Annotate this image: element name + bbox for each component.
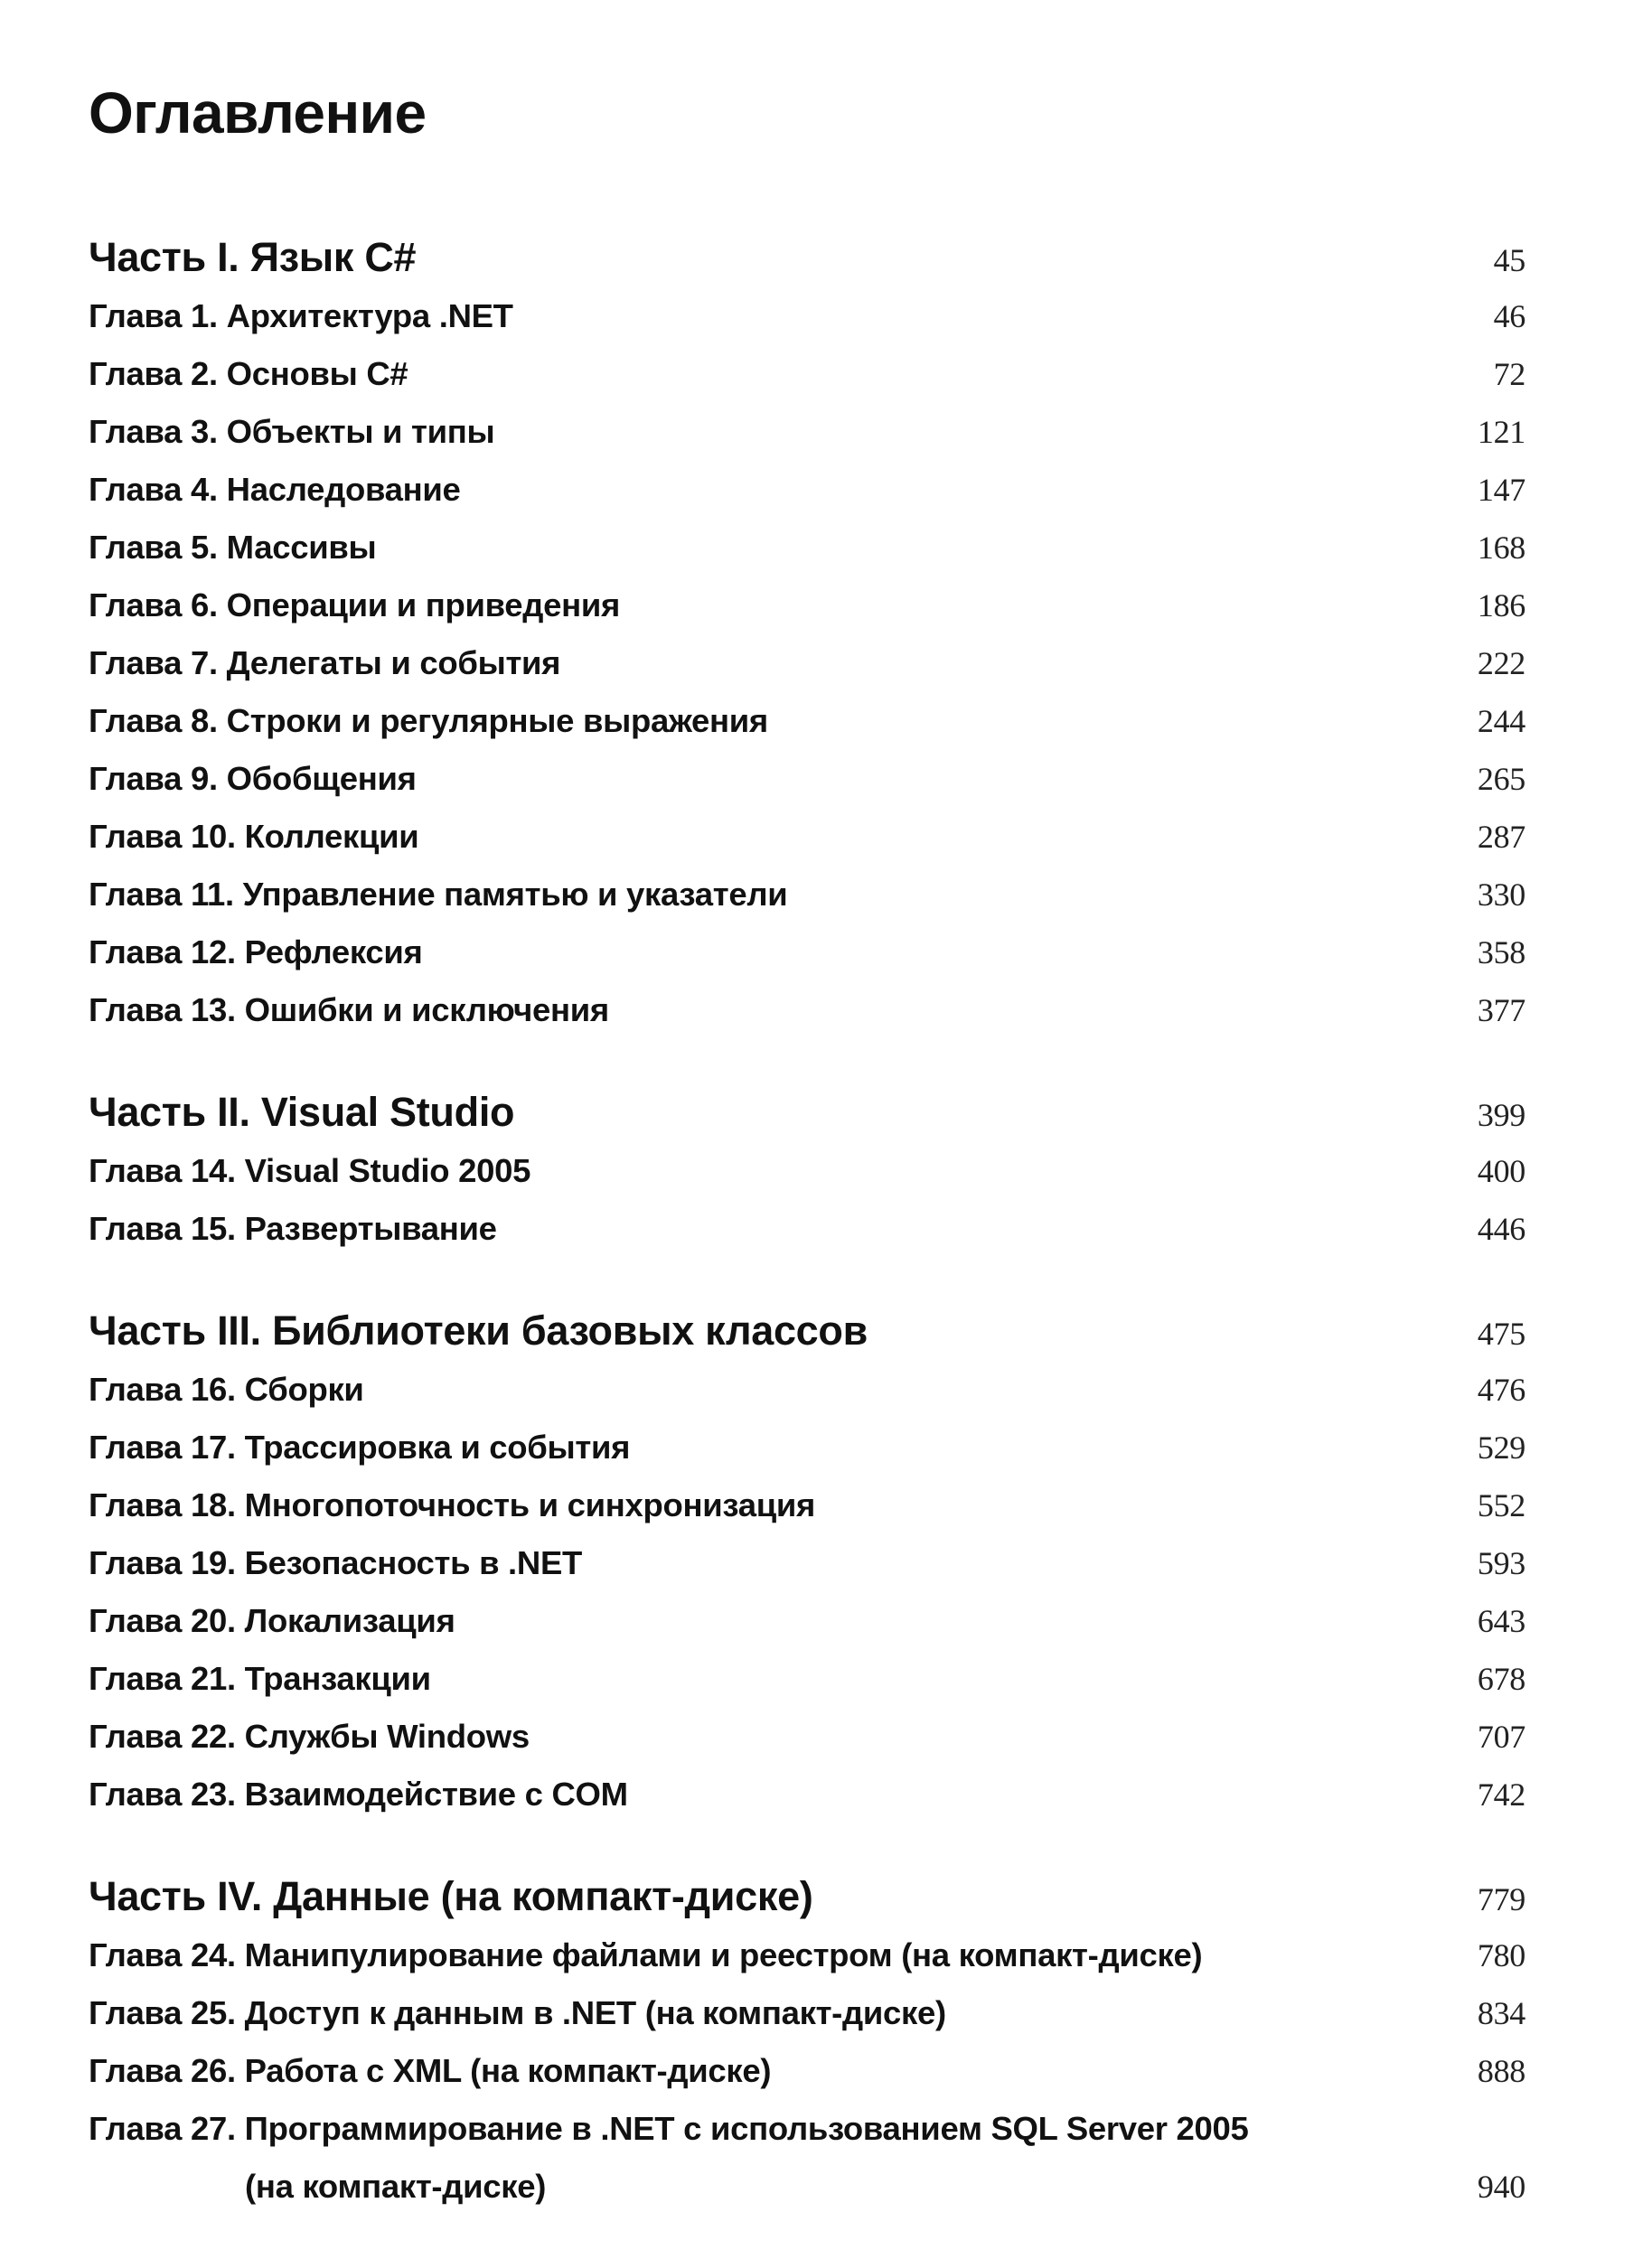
page-number: 552 xyxy=(1477,1487,1525,1523)
part-title: Часть I. Язык C# xyxy=(89,234,417,280)
chapter-entry xyxy=(89,808,1525,866)
chapter-title: Глава 20. Локализация xyxy=(89,1602,455,1639)
part-entry xyxy=(89,1867,1525,1926)
part-section xyxy=(89,1083,1525,1258)
page-number: 834 xyxy=(1477,1995,1525,2031)
chapter-title: Глава 19. Безопасность в .NET xyxy=(89,1544,582,1581)
chapter-title: Глава 26. Работа с XML (на компакт-диске) xyxy=(89,2052,772,2089)
chapter-title: Глава 11. Управление памятью и указатели xyxy=(89,876,788,913)
chapter-title: Глава 21. Транзакции xyxy=(89,1660,431,1697)
page-number: 446 xyxy=(1477,1211,1525,1247)
page-number: 147 xyxy=(1477,472,1525,508)
chapter-title: Глава 8. Строки и регулярные выражения xyxy=(89,702,768,739)
page-number: 244 xyxy=(1477,703,1525,739)
page-number: 707 xyxy=(1477,1719,1525,1755)
page-number: 529 xyxy=(1477,1429,1525,1466)
page-number: 678 xyxy=(1477,1661,1525,1697)
page-number: 779 xyxy=(1477,1881,1525,1917)
chapter-title: Глава 15. Развертывание xyxy=(89,1210,497,1247)
chapter-entry xyxy=(89,1361,1525,1419)
chapter-title: Глава 5. Массивы xyxy=(89,529,377,566)
page-number: 121 xyxy=(1477,414,1525,450)
chapter-title: Глава 24. Манипулирование файлами и реестром (на компакт-диске) xyxy=(89,1936,1203,1973)
part-entry xyxy=(89,1083,1525,1142)
chapter-title: Глава 17. Трассировка и события xyxy=(89,1429,631,1466)
page-title: Оглавление xyxy=(89,80,427,145)
page-number: 330 xyxy=(1477,876,1525,913)
toc-page xyxy=(89,72,1525,2259)
page-number: 45 xyxy=(1493,242,1525,278)
page-number: 72 xyxy=(1493,356,1525,392)
chapter-entry xyxy=(89,634,1525,692)
chapter-title: Глава 18. Многопоточность и синхронизация xyxy=(89,1486,815,1523)
chapter-title: Глава 25. Доступ к данным в .NET (на компакт-диске) xyxy=(89,1994,946,2031)
page-number: 377 xyxy=(1477,992,1525,1028)
chapter-entry xyxy=(89,1708,1525,1766)
chapter-entry xyxy=(89,519,1525,576)
page-number: 780 xyxy=(1477,1937,1525,1973)
chapter-title: Глава 2. Основы C# xyxy=(89,355,408,392)
page-number: 358 xyxy=(1477,934,1525,970)
chapter-entry xyxy=(89,403,1525,461)
chapter-entry xyxy=(89,2042,1525,2100)
chapter-entry xyxy=(89,1592,1525,1650)
chapter-title: Глава 9. Обобщения xyxy=(89,760,417,797)
chapter-entry xyxy=(89,1142,1525,1200)
chapter-entry xyxy=(89,750,1525,808)
chapter-entry xyxy=(89,1534,1525,1592)
chapter-entry xyxy=(89,866,1525,923)
page-number: 400 xyxy=(1477,1153,1525,1189)
chapter-entry xyxy=(89,981,1525,1039)
chapter-entry xyxy=(89,2100,1525,2216)
page-number: 287 xyxy=(1477,819,1525,855)
page-number: 46 xyxy=(1493,298,1525,334)
page-number: 643 xyxy=(1477,1603,1525,1639)
part-section xyxy=(89,1301,1525,1823)
part-entry xyxy=(89,228,1525,287)
page-number: 593 xyxy=(1477,1545,1525,1581)
part-title: Часть IV. Данные (на компакт-диске) xyxy=(89,1873,813,1919)
page-number: 222 xyxy=(1477,645,1525,681)
page-number: 399 xyxy=(1477,1097,1525,1133)
page-number: 888 xyxy=(1477,2053,1525,2089)
page-number: 168 xyxy=(1477,530,1525,566)
page-number: 476 xyxy=(1477,1372,1525,1408)
chapter-title: Глава 6. Операции и приведения xyxy=(89,586,620,623)
chapter-entry xyxy=(89,923,1525,981)
chapter-entry xyxy=(89,1419,1525,1476)
part-section xyxy=(89,1867,1525,2216)
part-title: Часть III. Библиотеки базовых классов xyxy=(89,1308,868,1354)
chapter-title: Глава 1. Архитектура .NET xyxy=(89,297,513,334)
chapter-title: Глава 7. Делегаты и события xyxy=(89,644,561,681)
chapter-entry xyxy=(89,1766,1525,1823)
chapter-title-continuation: (на компакт-диске) xyxy=(245,2168,547,2205)
part-title: Часть II. Visual Studio xyxy=(89,1089,515,1135)
chapter-title: Глава 3. Объекты и типы xyxy=(89,413,495,450)
chapter-title: Глава 14. Visual Studio 2005 xyxy=(89,1152,531,1189)
chapter-title: Глава 10. Коллекции xyxy=(89,818,419,855)
chapter-entry xyxy=(89,461,1525,519)
page-number: 265 xyxy=(1477,761,1525,797)
chapter-entry xyxy=(89,1476,1525,1534)
chapter-entry xyxy=(89,345,1525,403)
chapter-entry xyxy=(89,692,1525,750)
page-number: 940 xyxy=(1477,2169,1525,2205)
chapter-title: Глава 12. Рефлексия xyxy=(89,933,423,970)
chapter-entry xyxy=(89,1200,1525,1258)
chapter-title: Глава 13. Ошибки и исключения xyxy=(89,991,609,1028)
chapter-entry xyxy=(89,1984,1525,2042)
part-entry xyxy=(89,1301,1525,1361)
chapter-entry xyxy=(89,576,1525,634)
chapter-entry xyxy=(89,1926,1525,1984)
chapter-entry xyxy=(89,1650,1525,1708)
page-number: 186 xyxy=(1477,587,1525,623)
chapter-entry xyxy=(89,287,1525,345)
page-number: 742 xyxy=(1477,1776,1525,1813)
chapter-title: Глава 27. Программирование в .NET с использованием SQL Server 2005 xyxy=(89,2110,1249,2147)
page-number: 475 xyxy=(1477,1316,1525,1352)
chapter-title: Глава 23. Взаимодействие с COM xyxy=(89,1776,628,1813)
chapter-title: Глава 16. Сборки xyxy=(89,1371,364,1408)
chapter-title: Глава 4. Наследование xyxy=(89,471,461,508)
chapter-title-block xyxy=(89,2100,1249,2216)
chapter-title: Глава 22. Службы Windows xyxy=(89,1718,530,1755)
part-section xyxy=(89,228,1525,1039)
